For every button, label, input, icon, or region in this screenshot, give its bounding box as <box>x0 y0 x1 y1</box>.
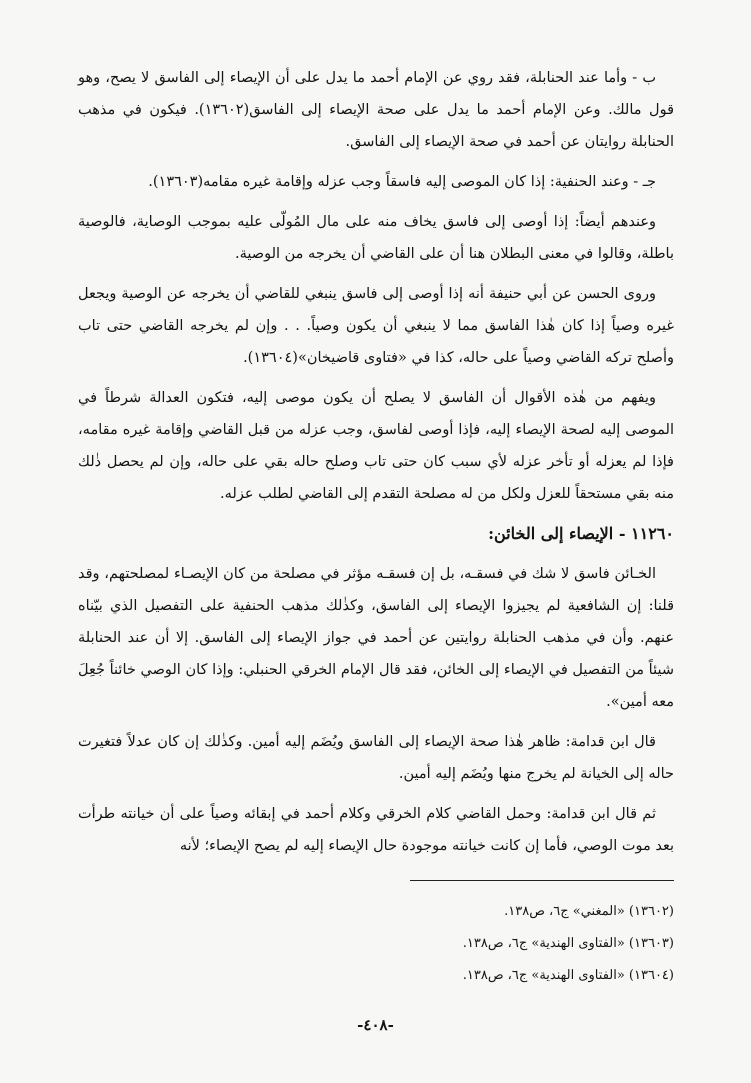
page-number: -٤٠٨- <box>357 1016 394 1034</box>
section-heading: ١١٢٦٠ - الإيصاء إلى الخائن: <box>488 524 674 543</box>
paragraph-traitor: الخـائن فاسق لا شك في فسقـه، بل إن فسقـه مؤثر في مصلحة من كان الإيصـاء لمصلحتهم، وقد قلنا: إن الشافعية لم يجيزوا الإيصاء إلى الفاسق، وكذٰلك مذهب الحنفية على التفصيل الذي بيّناه عنهم. وأن في مذهب الحنابلة روايتين عن أحمد في جواز الإيصاء إلى الفاسق. إلا أن عند الحنابلة شيئاً من التفصيل في الإيصاء إلى الخائن، فقد قال الإمام الخرقي الحنبلي: وإذا كان الوصي خائناً جُعِلَ معه أمين». <box>78 566 674 710</box>
main-text <box>78 62 674 870</box>
paragraph-conclusion: ويفهم من هٰذه الأقوال أن الفاسق لا يصلح أن يكون موصى إليه، فتكون العدالة شرطاً في الموصى إليه لصحة الإيصاء إليه، فإذا أوصى لفاسق، وجب عزله من قبل القاضي وإقامة غيره مقامه، فإذا لم يعزله أو تأخر عزله لأي سبب كان حتى تاب وصلح حاله بقي على حاله، وإن لم يحصل ذٰلك منه بقي مستحقاً للعزل ولكل من له مصلحة التقدم إلى القاضي لطلب عزله. <box>78 390 674 502</box>
footnote-divider <box>410 880 674 881</box>
footnote-13604: (١٣٦٠٤) «الفتاوى الهندية» ج٦، ص١٣٨. <box>462 968 674 983</box>
paragraph-hasan-narration: وروى الحسن عن أبي حنيفة أنه إذا أوصى إلى فاسق ينبغي للقاضي أن يخرجه عن الوصية ويجعل غيره وصياً إذا كان هٰذا الفاسق مما لا ينبغي أن يكون وصياً. . . وإن لم يخرجه القاضي حتى تاب وأصلح تركه القاضي وصياً على حاله، كذا في «فتاوى قاضيخان»(١٣٦٠٤). <box>78 286 674 366</box>
paragraph-ibn-qudama: قال ابن قدامة: ظاهر هٰذا صحة الإيصاء إلى الفاسق ويُضَم إليه أمين. وكذٰلك إن كان عدلاً فتغيرت حاله إلى الخيانة لم يخرج منها ويُضَم إليه أمين. <box>78 734 674 782</box>
footnote-13603: (١٣٦٠٣) «الفتاوى الهندية» ج٦، ص١٣٨. <box>462 936 674 951</box>
footnotes <box>78 896 674 992</box>
paragraph-hanafi-also: وعندهم أيضاً: إذا أوصى إلى فاسق يخاف منه على مال المُولّى عليه بموجب الوصاية، فالوصية باطلة، وقالوا في معنى البطلان هنا أن على القاضي أن يخرجه من الوصية. <box>78 214 674 262</box>
paragraph-hanafi: جـ - وعند الحنفية: إذا كان الموصى إليه فاسقاً وجب عزله وإقامة غيره مقامه(١٣٦٠٣). <box>148 174 656 190</box>
footnote-13602: (١٣٦٠٢) «المغني» ج٦، ص١٣٨. <box>504 904 674 919</box>
paragraph-ibn-qudama-then: ثم قال ابن قدامة: وحمل القاضي كلام الخرقي وكلام أحمد في إبقائه وصياً على أن خيانته طرأت بعد موت الوصي، فأما إن كانت خيانته موجودة حال الإيصاء إليه لم يصح الإيصاء؛ لأنه <box>78 806 674 854</box>
paragraph-hanbali: ب - وأما عند الحنابلة، فقد روي عن الإمام أحمد ما يدل على أن الإيصاء إلى الفاسق لا يصح، وهو قول مالك. وعن الإمام أحمد ما يدل على صحة الإيصاء إلى الفاسق(١٣٦٠٢). فيكون في مذهب الحنابلة روايتان عن أحمد في صحة الإيصاء إلى الفاسق. <box>78 70 675 150</box>
